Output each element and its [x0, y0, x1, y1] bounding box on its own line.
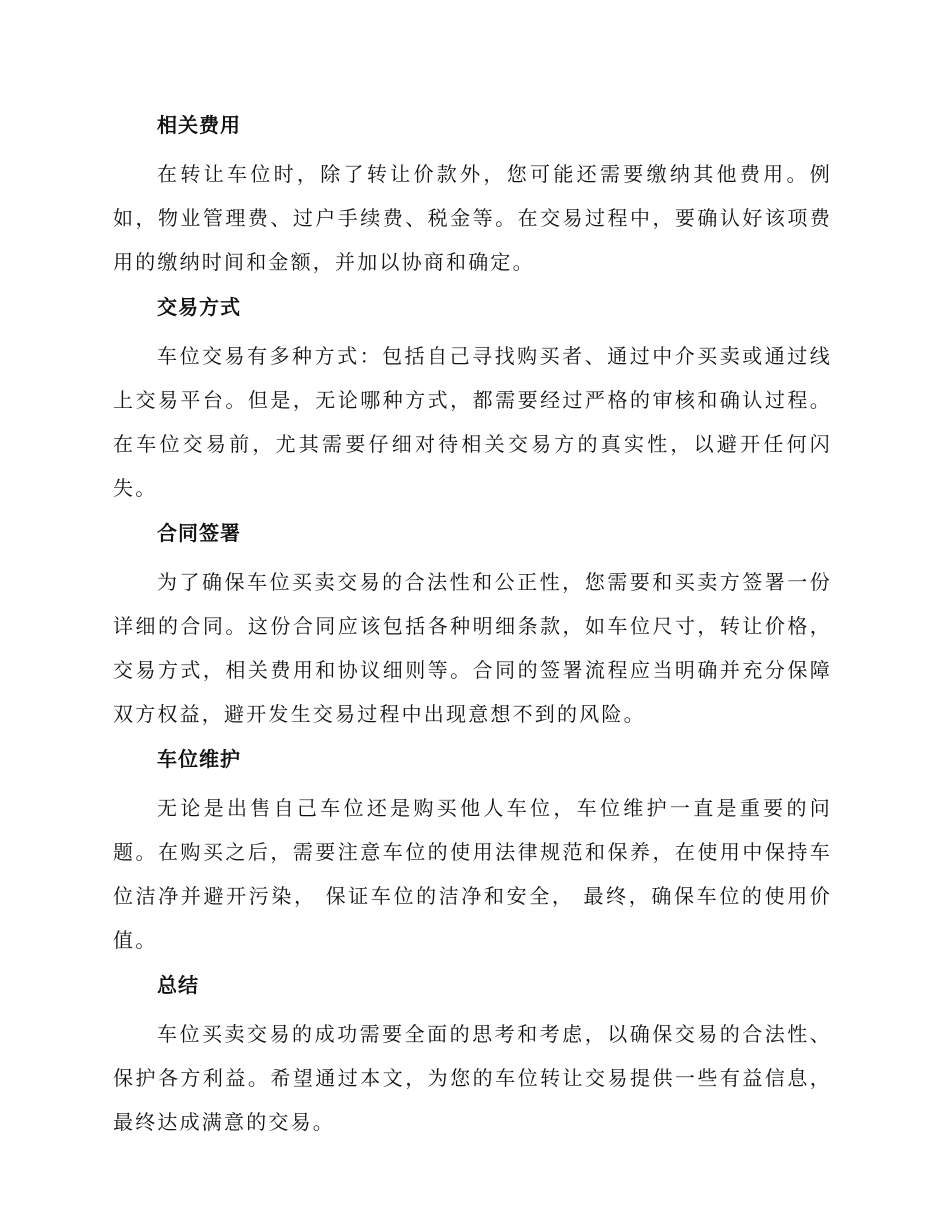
section-heading: 总结: [157, 973, 199, 997]
section-summary: [113, 970, 832, 1144]
section-heading: 相关费用: [157, 113, 241, 137]
section-related-fees: [113, 110, 832, 284]
section-heading: 车位维护: [157, 747, 241, 771]
section-transaction-method: [113, 292, 832, 510]
section-paragraph: 无论是出售自己车位还是购买他人车位，车位维护一直是重要的问题。在购买之后，需要注意车位的使用法律规范和保养，在使用中保持车位洁净并避开污染， 保证车位的洁净和安全， 最终，确保车位的使用价值。: [113, 796, 832, 952]
section-paragraph: 车位交易有多种方式：包括自己寻找购买者、通过中介买卖或通过线上交易平台。但是，无论哪种方式，都需要经过严格的审核和确认过程。在车位交易前，尤其需要仔细对待相关交易方的真实性，以避开任何闪失。: [113, 344, 832, 500]
section-parking-maintenance: [113, 744, 832, 962]
section-paragraph: 车位买卖交易的成功需要全面的思考和考虑，以确保交易的合法性、保护各方利益。希望通过本文，为您的车位转让交易提供一些有益信息，最终达成满意的交易。: [113, 1022, 832, 1134]
section-heading: 合同签署: [157, 521, 241, 545]
section-paragraph: 在转让车位时，除了转让价款外，您可能还需要缴纳其他费用。例如，物业管理费、过户手续费、税金等。在交易过程中，要确认好该项费用的缴纳时间和金额，并加以协商和确定。: [113, 162, 832, 274]
section-paragraph: 为了确保车位买卖交易的合法性和公正性，您需要和买卖方签署一份详细的合同。这份合同应该包括各种明细条款，如车位尺寸，转让价格，交易方式，相关费用和协议细则等。合同的签署流程应当明确并充分保障双方权益，避开发生交易过程中出现意想不到的风险。: [113, 570, 832, 726]
section-contract-signing: [113, 518, 832, 736]
section-heading: 交易方式: [157, 295, 241, 319]
